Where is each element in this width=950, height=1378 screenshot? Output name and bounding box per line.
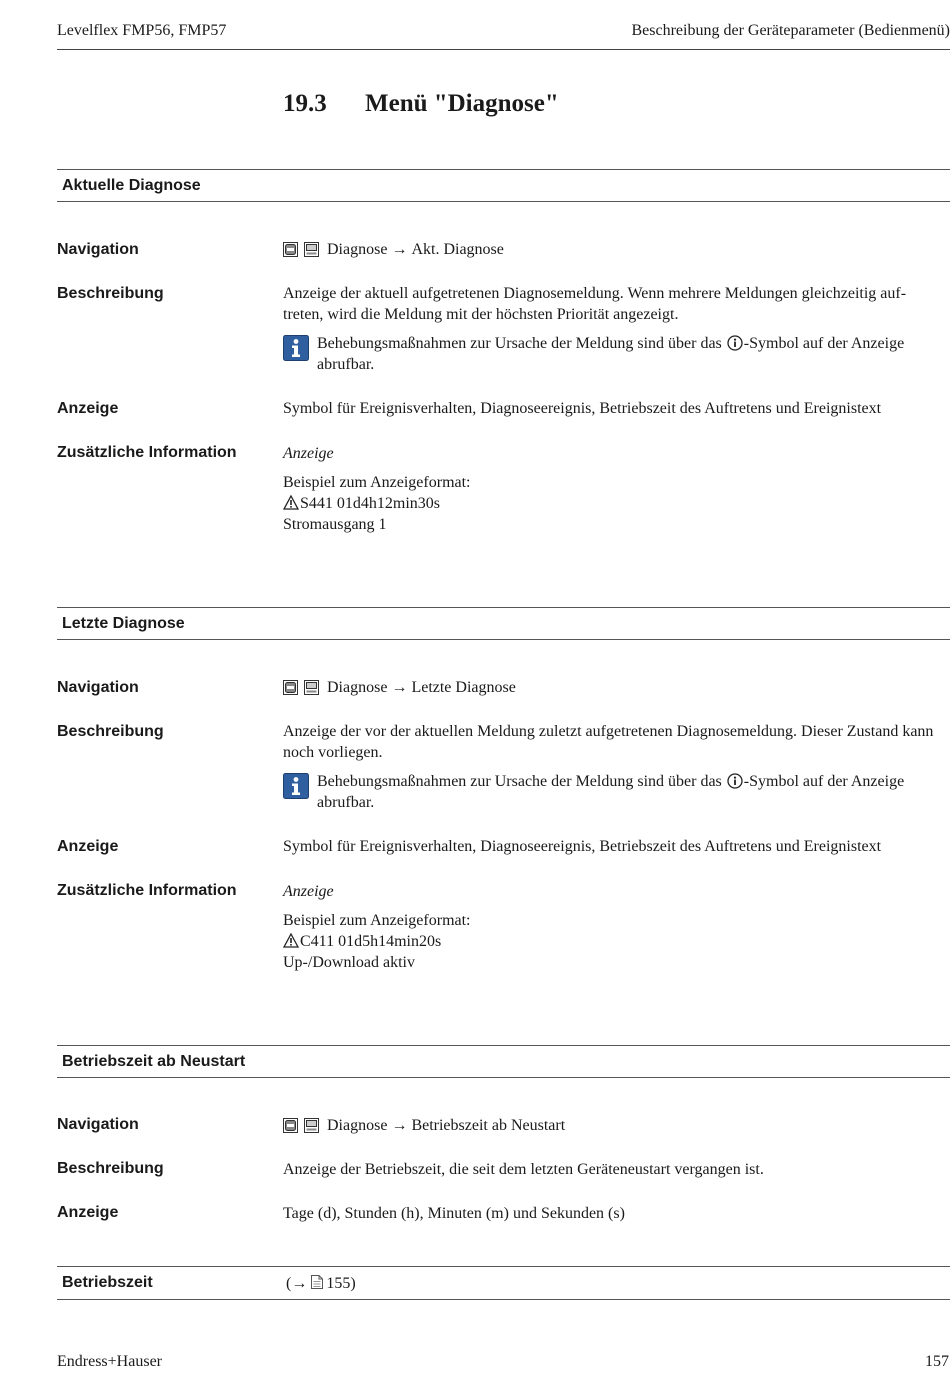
nav-icons xyxy=(283,680,321,701)
description-text: Anzeige der vor der aktuellen Meldung zuletzt aufgetretenen Diagnosemeldung. Dieser Zustand kann noch vorliegen. xyxy=(283,723,934,761)
nav-target: Akt. Diagnose xyxy=(411,241,504,258)
header-divider xyxy=(57,49,950,50)
nav-root: Diagnose xyxy=(327,1117,388,1134)
hint-box xyxy=(283,333,944,375)
circle-i-icon xyxy=(727,773,743,789)
navigation-path xyxy=(283,239,944,263)
hint-text xyxy=(317,771,944,813)
nav-icons xyxy=(283,1118,321,1139)
info-text: Stromausgang 1 xyxy=(283,516,387,533)
operation-icon xyxy=(283,680,298,695)
nav-root: Diagnose xyxy=(327,679,388,696)
info-title: Anzeige xyxy=(283,445,334,462)
display-label: Anzeige xyxy=(57,400,119,417)
hint-text-start: Behebungsmaßnahmen zur Ursache der Meldung sind über das xyxy=(317,335,726,352)
info-code-line xyxy=(283,931,944,952)
chapter-heading xyxy=(283,88,559,120)
warning-icon xyxy=(283,495,299,510)
section-title: Betriebszeit ab Neustart xyxy=(62,1053,246,1070)
info-code-line xyxy=(283,493,944,514)
reference-row xyxy=(57,1266,950,1300)
section-title: Letzte Diagnose xyxy=(62,615,185,632)
navigation-label: Navigation xyxy=(57,679,139,696)
additional-info-label: Zusätzliche Information xyxy=(57,444,237,461)
footer-brand: Endress+Hauser xyxy=(57,1353,162,1370)
info-code: S441 01d4h12min30s xyxy=(300,495,441,512)
reference-close: ) xyxy=(350,1275,356,1292)
nav-root: Diagnose xyxy=(327,241,388,258)
display-label: Anzeige xyxy=(57,1204,119,1221)
display-icon xyxy=(304,680,319,695)
header-product: Levelflex FMP56, FMP57 xyxy=(57,22,227,39)
section-header-letzte-diagnose xyxy=(57,607,950,640)
display-text: Tage (d), Stunden (h), Minuten (m) und Sekunden (s) xyxy=(283,1205,625,1222)
header-chapter: Beschreibung der Geräteparameter (Bedienmenü) xyxy=(631,22,950,39)
display-icon xyxy=(304,1118,319,1133)
reference-page: 155 xyxy=(326,1275,351,1292)
display-icon xyxy=(304,242,319,257)
display-text: Symbol für Ereignisverhalten, Diagnoseereignis, Betriebszeit des Auftretens und Ereignistext xyxy=(283,400,882,417)
info-intro: Beispiel zum Anzeigeformat: xyxy=(283,912,471,929)
circle-i-icon xyxy=(727,335,743,351)
reference-label: Betriebszeit xyxy=(62,1274,153,1291)
warning-icon xyxy=(283,933,299,948)
info-icon xyxy=(283,773,309,799)
nav-icons xyxy=(283,242,321,263)
description-text: Anzeige der Betriebszeit, die seit dem letzten Geräteneustart vergangen ist. xyxy=(283,1161,764,1178)
info-code: C411 01d5h14min20s xyxy=(300,933,442,950)
operation-icon xyxy=(283,1118,298,1133)
page-reference-link[interactable] xyxy=(286,1273,356,1294)
reference-divider xyxy=(57,1299,950,1300)
section-title: Aktuelle Diagnose xyxy=(62,177,201,194)
hint-text-start: Behebungsmaßnahmen zur Ursache der Meldung sind über das xyxy=(317,773,726,790)
description-text: Anzeige der aktuell aufgetretenen Diagnosemeldung. Wenn mehrere Meldungen gleichzeitig auf-treten, wird die Meldung mit der höchsten Priorität angezeigt. xyxy=(283,285,907,323)
info-title: Anzeige xyxy=(283,883,334,900)
hint-text xyxy=(317,333,944,375)
description-label: Beschreibung xyxy=(57,285,164,302)
operation-icon xyxy=(283,242,298,257)
navigation-label: Navigation xyxy=(57,241,139,258)
display-text: Symbol für Ereignisverhalten, Diagnoseereignis, Betriebszeit des Auftretens und Ereignistext xyxy=(283,838,882,855)
navigation-path xyxy=(283,677,944,701)
footer-page-number: 157 xyxy=(925,1353,949,1370)
chapter-title: Menü "Diagnose" xyxy=(365,90,559,117)
display-label: Anzeige xyxy=(57,838,119,855)
nav-target: Letzte Diagnose xyxy=(411,679,516,696)
description-label: Beschreibung xyxy=(57,1160,164,1177)
info-intro: Beispiel zum Anzeigeformat: xyxy=(283,474,471,491)
description-label: Beschreibung xyxy=(57,723,164,740)
nav-arrow: → xyxy=(391,241,408,258)
nav-target: Betriebszeit ab Neustart xyxy=(411,1117,566,1134)
info-icon xyxy=(283,335,309,361)
additional-info-label: Zusätzliche Information xyxy=(57,882,237,899)
section-header-betriebszeit-ab-neustart xyxy=(57,1045,950,1078)
chapter-number: 19.3 xyxy=(283,90,327,117)
hint-text-end: -Symbol auf der Anzeige abrufbar. xyxy=(317,335,905,373)
reference-open: (→ xyxy=(286,1275,312,1292)
hint-box xyxy=(283,771,944,813)
info-text: Up-/Download aktiv xyxy=(283,954,415,971)
navigation-label: Navigation xyxy=(57,1116,139,1133)
document-icon xyxy=(311,1275,323,1289)
nav-arrow: → xyxy=(391,1117,408,1134)
nav-arrow: → xyxy=(391,679,408,696)
hint-text-end: -Symbol auf der Anzeige abrufbar. xyxy=(317,773,905,811)
navigation-path xyxy=(283,1115,944,1139)
section-header-aktuelle-diagnose xyxy=(57,169,950,202)
